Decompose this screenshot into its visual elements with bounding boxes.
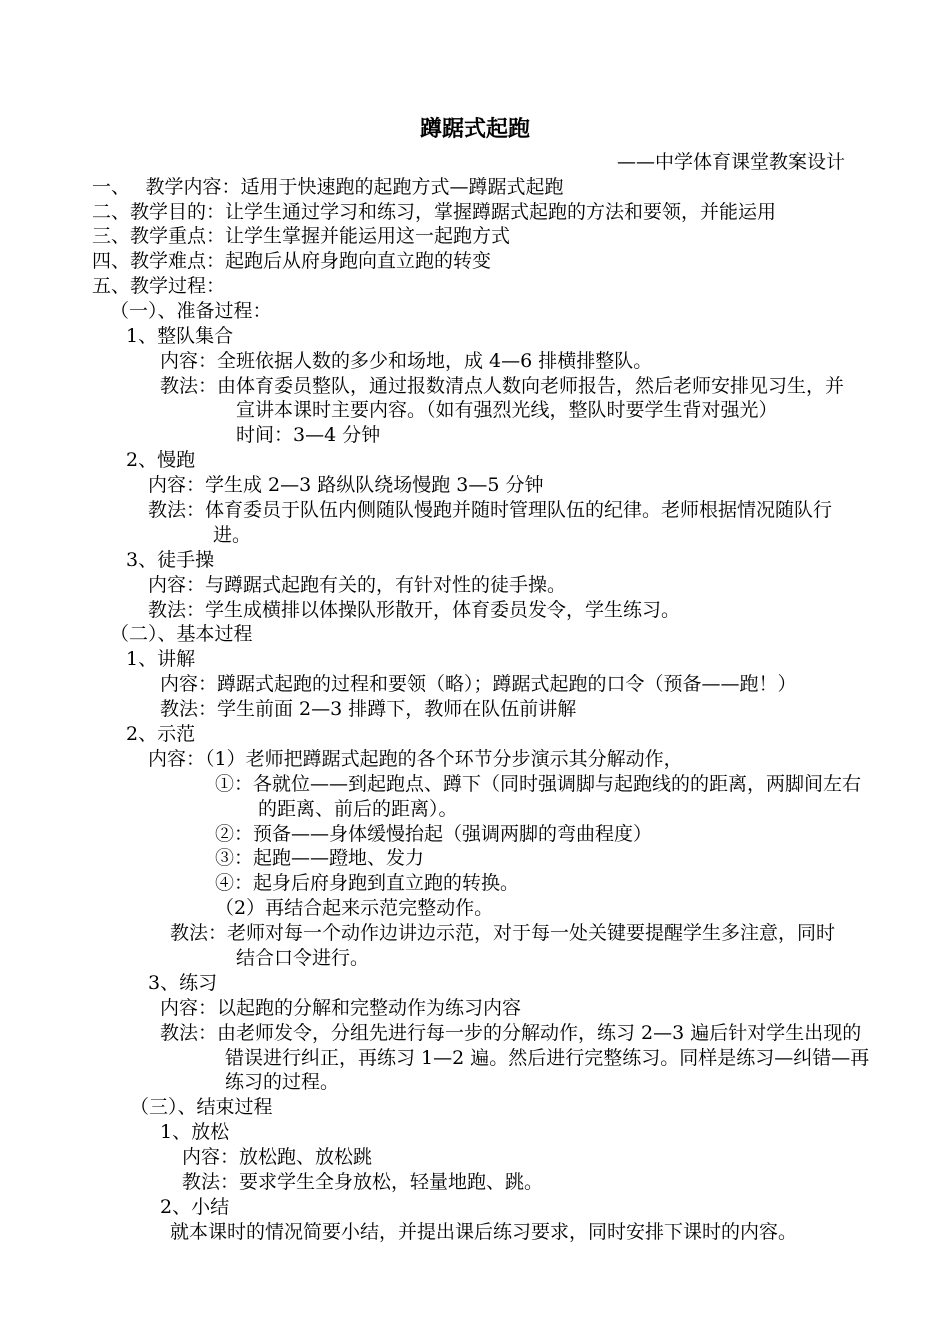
- item-summary: 2、小结: [160, 1196, 230, 1218]
- jogging-method-cont: 进。: [213, 524, 252, 546]
- document-title: 蹲踞式起跑: [419, 117, 530, 142]
- demo-step-1-cont: 的距离、前后的距离）。: [258, 798, 458, 820]
- demo-step-4: ④：起身后府身跑到直立跑的转换。: [215, 872, 520, 894]
- item-explanation: 1、讲解: [126, 648, 196, 670]
- jogging-method: 教法：体育委员于队伍内侧随队慢跑并随时管理队伍的纪律。老师根据情况随队行: [148, 499, 833, 521]
- item-demonstration: 2、示范: [126, 723, 196, 745]
- document-subtitle: ——中学体育课堂教案设计: [617, 151, 846, 173]
- subsection-ending: （三）、结束过程: [130, 1096, 273, 1118]
- explanation-content: 内容：蹲踞式起跑的过程和要领（略）；蹲踞式起跑的口令（预备——跑！）: [160, 673, 797, 695]
- section-3-key-point: 三、教学重点：让学生掌握并能运用这一起跑方式: [92, 225, 511, 247]
- assembly-method: 教法：由体育委员整队，通过报数清点人数向老师报告，然后老师安排见习生，并: [160, 375, 845, 397]
- demonstration-method: 教法：老师对每一个动作边讲边示范，对于每一处关键要提醒学生多注意，同时: [170, 922, 836, 944]
- summary-text: 就本课时的情况简要小结，并提出课后练习要求，同时安排下课时的内容。: [170, 1221, 798, 1243]
- item-assembly: 1、整队集合: [126, 325, 234, 347]
- demo-step-2: ②：预备——身体缓慢抬起（强调两脚的弯曲程度）: [215, 823, 653, 845]
- section-5-process: 五、教学过程：: [92, 275, 226, 297]
- item-relax: 1、放松: [160, 1121, 230, 1143]
- explanation-method: 教法：学生前面 2—3 排蹲下，教师在队伍前讲解: [160, 698, 577, 720]
- section-1-content: 一、 教学内容：适用于快速跑的起跑方式—蹲踞式起跑: [92, 176, 564, 198]
- exercise-content: 内容：与蹲踞式起跑有关的，有针对性的徒手操。: [148, 574, 567, 596]
- practice-method-cont-1: 错误进行纠正，再练习 1—2 遍。然后进行完整练习。同样是练习—纠错—再: [225, 1047, 870, 1069]
- assembly-time: 时间：3—4 分钟: [236, 424, 381, 446]
- relax-method: 教法：要求学生全身放松，轻量地跑、跳。: [182, 1171, 544, 1193]
- practice-method: 教法：由老师发令，分组先进行每一步的分解动作，练习 2—3 遍后针对学生出现的: [160, 1022, 862, 1044]
- practice-method-cont-2: 练习的过程。: [225, 1071, 340, 1093]
- demo-step-3: ③：起跑——蹬地、发力: [215, 847, 425, 869]
- exercise-method: 教法：学生成横排以体操队形散开，体育委员发令，学生练习。: [148, 599, 681, 621]
- demo-complete: （2）再结合起来示范完整动作。: [215, 897, 494, 919]
- assembly-method-cont: 宣讲本课时主要内容。（如有强烈光线，整队时要学生背对强光）: [236, 399, 778, 421]
- subsection-basic: （二）、基本过程: [110, 623, 253, 645]
- jogging-content: 内容：学生成 2—3 路纵队绕场慢跑 3—5 分钟: [148, 474, 544, 496]
- section-4-difficulty: 四、教学难点：起跑后从府身跑向直立跑的转变: [92, 250, 492, 272]
- relax-content: 内容：放松跑、放松跳: [182, 1146, 373, 1168]
- item-jogging: 2、慢跑: [126, 449, 196, 471]
- assembly-content: 内容：全班依据人数的多少和场地，成 4—6 排横排整队。: [160, 350, 653, 372]
- item-freehand-exercise: 3、徒手操: [126, 549, 215, 571]
- demonstration-method-cont: 结合口令进行。: [236, 947, 370, 969]
- item-practice: 3、练习: [148, 972, 218, 994]
- demo-step-1: ①：各就位——到起跑点、蹲下（同时强调脚与起跑线的的距离，两脚间左右: [215, 773, 862, 795]
- section-2-objective: 二、教学目的：让学生通过学习和练习，掌握蹲踞式起跑的方法和要领，并能运用: [92, 201, 777, 223]
- subsection-preparation: （一）、准备过程：: [110, 300, 272, 322]
- practice-content: 内容：以起跑的分解和完整动作为练习内容: [160, 997, 522, 1019]
- demonstration-content: 内容：（1）老师把蹲踞式起跑的各个环节分步演示其分解动作，: [148, 748, 683, 770]
